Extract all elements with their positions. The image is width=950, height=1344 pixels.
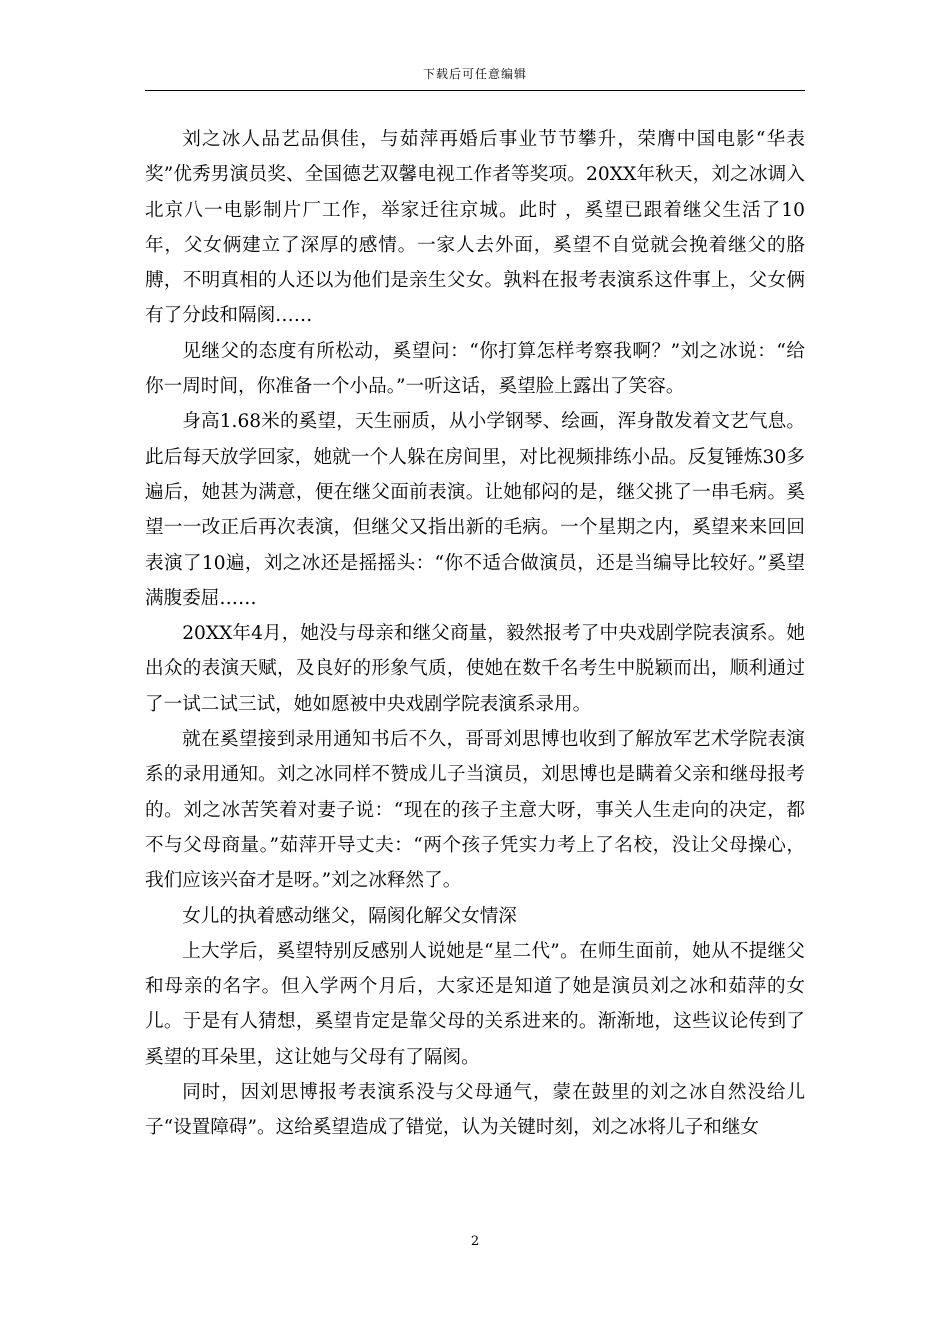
header-divider [145,90,805,91]
paragraph: 20XX年4月，她没与母亲和继父商量，毅然报考了中央戏剧学院表演系。她出众的表演天赋，及良好的形象气质，使她在数千名考生中脱颖而出，顺利通过了一试二试三试，她如愿被中央戏剧学院表演系录用。 [145,623,805,715]
paragraph: 就在奚望接到录用通知书后不久，哥哥刘思博也收到了解放军艺术学院表演系的录用通知。刘之冰同样不赞成儿子当演员，刘思博也是瞒着父亲和继母报考的。刘之冰苦笑着对妻子说：“现在的孩子主意大呀，事关人生走向的决定，都不与父母商量。”茹萍开导丈夫：“两个孩子凭实力考上了名校，没让父母操心，我们应该兴奋才是呀。”刘之冰释然了。 [145,729,805,892]
page-number: 2 [470,1234,480,1249]
paragraph: 见继父的态度有所松动，奚望问：“你打算怎样考察我啊？”刘之冰说：“给你一周时间，你准备一个小品。”一听这话，奚望脸上露出了笑容。 [145,340,805,398]
paragraph: 同时，因刘思博报考表演系没与父母通气，蒙在鼓里的刘之冰自然没给儿子“设置障碍”。这给奚望造成了错觉，认为关键时刻，刘之冰将儿子和继女 [145,1082,805,1139]
paragraph: 刘之冰人品艺品俱佳，与茹萍再婚后事业节节攀升，荣膺中国电影“华表奖”优秀男演员奖、全国德艺双馨电视工作者等奖项。20XX年秋天，刘之冰调入北京八一电影制片厂工作，举家迁往京城。此时 ，奚望已跟着继父生活了10年，父女俩建立了深厚的感情。一家人去外面，奚望不自觉就会挽着继父的胳膊，不明真相的人还以为他们是亲生父女。孰料在报考表演系这件事上，父女俩有了分歧和隔阂…… [145,129,805,327]
paragraph: 身高1.68米的奚望，天生丽质，从小学钢琴、绘画，浑身散发着文艺气息。此后每天放学回家，她就一个人躲在房间里，对比视频排练小品。反复锤炼30多遍后，她甚为满意，便在继父面前表演。让她郁闷的是，继父挑了一串毛病。奚望一一改正后再次表演，但继父又指出新的毛病。一个星期之内，奚望来来回回表演了10遍，刘之冰还是摇摇头：“你不适合做演员，还是当编导比较好。”奚望满腹委屈…… [145,411,805,609]
document-body [145,122,805,1146]
paragraph: 上大学后，奚望特别反感别人说她是“星二代”。在师生面前，她从不提继父和母亲的名字。但入学两个月后，大家还是知道了她是演员刘之冰和茹萍的女儿。于是有人猜想，奚望肯定是靠父母的关系进来的。渐渐地，这些议论传到了奚望的耳朵里，这让她与父母有了隔阂。 [145,940,805,1068]
section-heading: 女儿的执着感动继父，隔阂化解父女情深 [182,905,517,927]
page-header: 下载后可任意编辑 [422,67,527,81]
